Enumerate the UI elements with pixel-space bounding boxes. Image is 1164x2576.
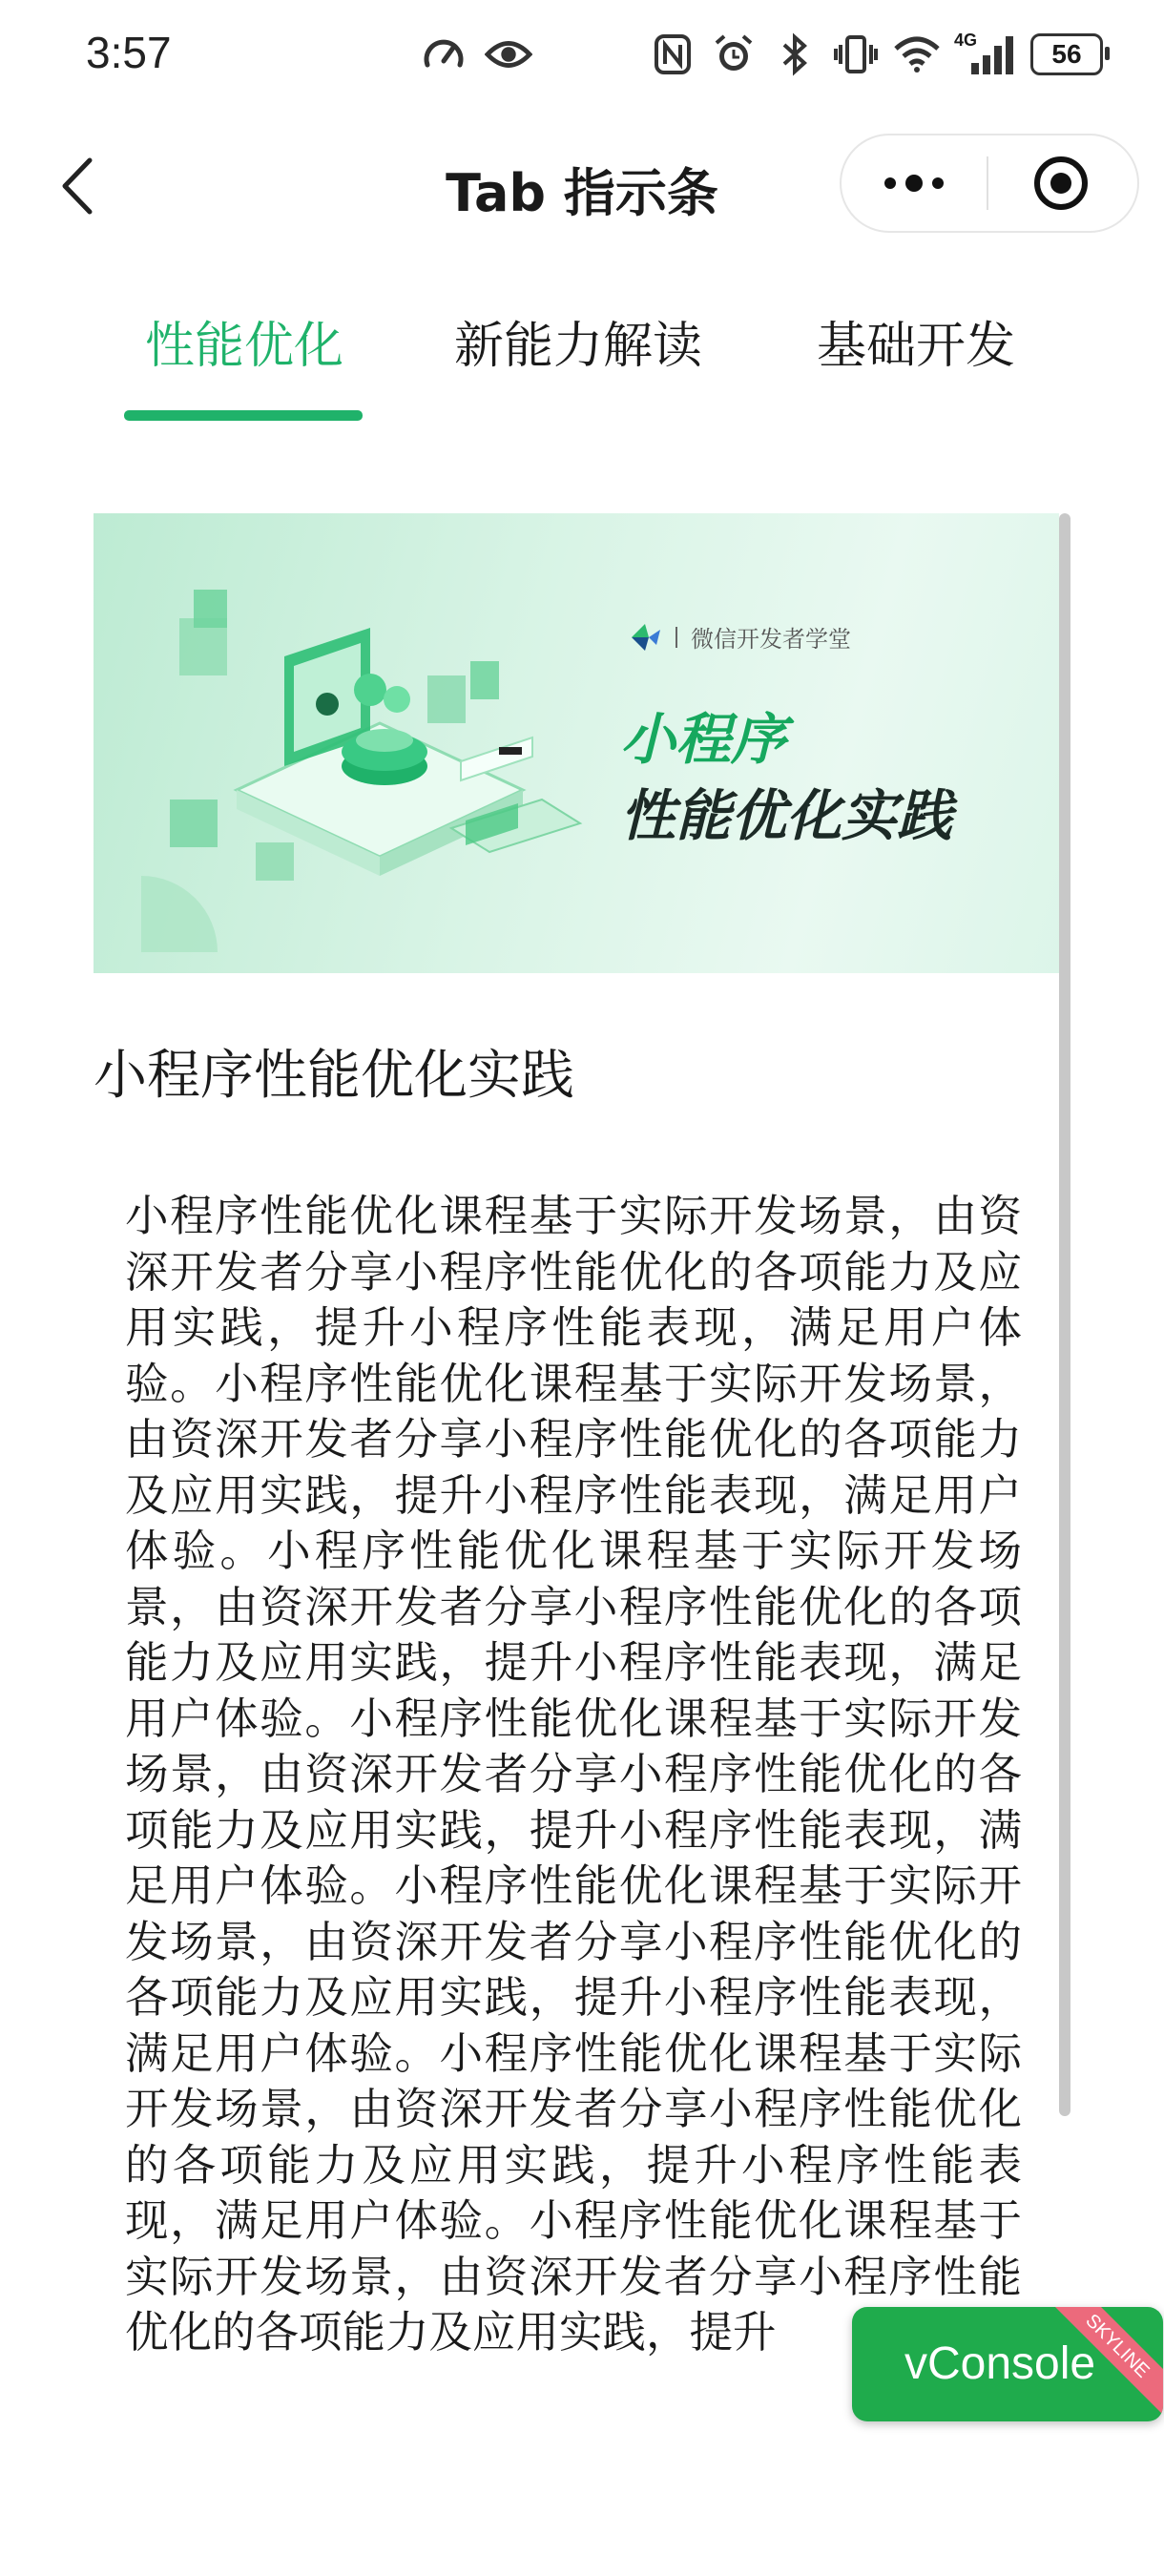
scrollbar[interactable] — [1059, 513, 1070, 2116]
more-button[interactable] — [842, 135, 987, 231]
signal-4g-icon — [954, 31, 1017, 78]
bluetooth-icon — [771, 31, 819, 78]
tab-new-capabilities[interactable]: 新能力解读 — [454, 318, 703, 375]
navigation-bar — [0, 124, 1164, 248]
banner-brand-text: 微信开发者学堂 — [691, 626, 851, 653]
status-bar — [0, 0, 1164, 114]
banner-brand — [628, 620, 851, 654]
article-body: 小程序性能优化课程基于实际开发场景，由资深开发者分享小程序性能优化的各项能力及应用实践，提升小程序性能表现，满足用户体验。小程序性能优化课程基于实际开发场景，由资深开发者分享小程序性能优化的各项能力及应用实践，提升小程序性能表现，满足用户体验。小程序性能优化课程基于实际开发场景，由资深开发者分享小程序性能优化的各项能力及应用实践，提升小程序性能表现，满足用户体验。小程序性能优化课程基于实际开发场景，由资深开发者分享小程序性能优化的各项能力及应用实践，提升小程序性能表现，满足用户体验。小程序性能优化课程基于实际开发场景，由资深开发者分享小程序性能优化的各项能力及应用实践，提升小程序性能表现，满足用户体验。小程序性能优化课程基于实际开发场景，由资深开发者分享小程序性能优化的各项能力及应用实践，提升小程序性能表现，满足用户体验。小程序性能优化课程基于实际开发场景，由资深开发者分享小程序性能优化的各项能力及应用实践，提升 — [125, 1191, 1022, 2358]
tab-bar — [0, 286, 1164, 429]
battery-icon — [1030, 33, 1103, 75]
network-label: 4G — [954, 31, 978, 50]
status-mid-icons — [420, 31, 532, 78]
vibrate-icon — [832, 31, 880, 78]
alarm-icon — [710, 31, 758, 78]
status-time: 3:57 — [86, 28, 172, 77]
vconsole-button[interactable] — [852, 2307, 1163, 2421]
course-banner — [94, 513, 1059, 973]
banner-headline-line1: 小程序 — [620, 707, 787, 772]
speedometer-icon — [420, 31, 468, 78]
banner-illustration — [141, 571, 590, 952]
menu-capsule — [840, 134, 1139, 233]
tab-basic-development[interactable]: 基础开发 — [817, 318, 1016, 375]
nfc-icon — [649, 31, 696, 78]
tab-performance[interactable]: 性能优化 — [145, 318, 344, 375]
banner-headline-line2: 性能优化实践 — [620, 783, 953, 848]
brand-separator — [676, 627, 677, 648]
wifi-icon — [893, 31, 941, 78]
close-miniprogram-button[interactable] — [988, 135, 1133, 231]
page-title: Tab 指示条 — [446, 163, 718, 223]
eye-icon — [485, 31, 532, 78]
more-dots-icon — [881, 174, 947, 193]
battery-level: 56 — [1051, 39, 1082, 69]
skyline-ribbon: SKYLINE — [1038, 2307, 1163, 2421]
target-circle-icon — [1032, 155, 1090, 212]
vconsole-label: vConsole — [904, 2338, 1096, 2389]
tab-indicator — [124, 410, 363, 421]
tab-content[interactable] — [94, 513, 1059, 2576]
status-right-icons — [649, 31, 1103, 78]
wechat-dev-logo-icon — [628, 622, 662, 653]
article-title: 小程序性能优化实践 — [94, 1045, 574, 1107]
